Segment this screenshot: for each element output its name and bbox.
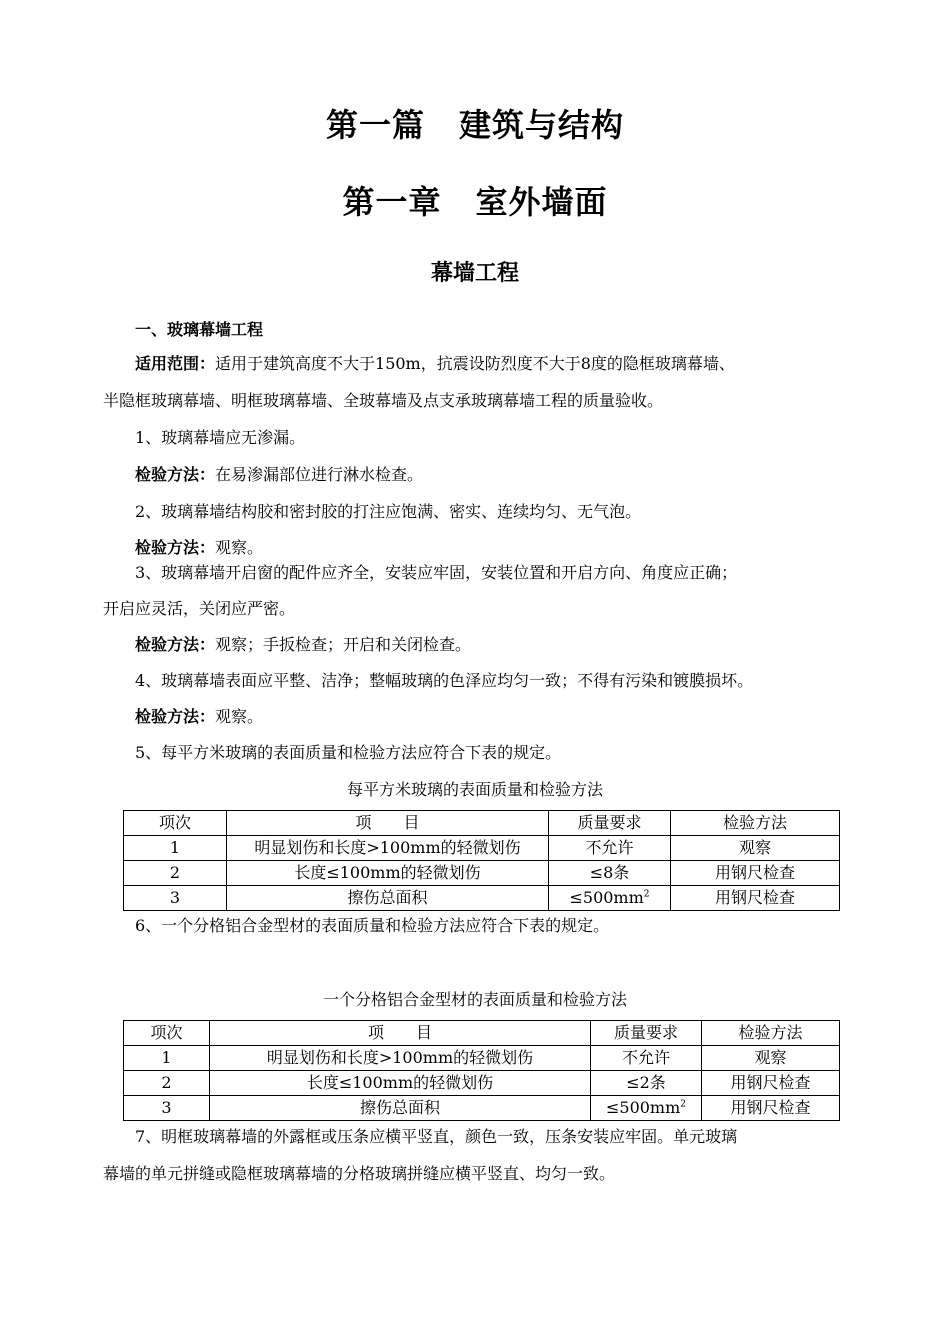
method-2-text: 观察。 bbox=[215, 538, 264, 557]
scope-line-2: 半隐框玻璃幕墙、明框玻璃幕墙、全玻幕墙及点支承玻璃幕墙工程的质量验收。 bbox=[103, 391, 664, 410]
table-cell: 用钢尺检查 bbox=[702, 1071, 840, 1096]
table-cell: 长度≤100mm的轻微划伤 bbox=[227, 861, 549, 886]
table-row bbox=[124, 1071, 840, 1096]
chapter-title bbox=[0, 177, 950, 223]
header-cell: 项 目 bbox=[210, 1021, 591, 1046]
table-2-caption: 一个分格铝合金型材的表面质量和检验方法 bbox=[322, 990, 627, 1009]
table-header-row bbox=[124, 1021, 840, 1046]
area-superscript: 2 bbox=[643, 889, 650, 900]
method-1-text: 在易渗漏部位进行淋水检查。 bbox=[215, 465, 424, 484]
item-4: 4、玻璃幕墙表面应平整、洁净；整幅玻璃的色泽应均匀一致；不得有污染和镀膜损坏。 bbox=[135, 671, 754, 690]
table-cell: 用钢尺检查 bbox=[671, 861, 840, 886]
area-value: ≤500mm bbox=[569, 888, 644, 907]
header-cell: 质量要求 bbox=[549, 811, 671, 836]
item-1: 1、玻璃幕墙应无渗漏。 bbox=[135, 428, 306, 447]
table-header-row bbox=[124, 811, 840, 836]
table-cell: 明显划伤和长度>100mm的轻微划伤 bbox=[210, 1046, 591, 1071]
item-3-line-1: 3、玻璃幕墙开启窗的配件应齐全，安装应牢固，安装位置和开启方向、角度应正确； bbox=[135, 563, 738, 582]
table-cell: ≤8条 bbox=[549, 861, 671, 886]
table-cell: 2 bbox=[124, 1071, 210, 1096]
area-value: ≤500mm bbox=[605, 1098, 681, 1117]
table-cell: 擦伤总面积 bbox=[210, 1096, 591, 1121]
chapter-name: 室外墙面 bbox=[475, 183, 608, 221]
header-cell: 质量要求 bbox=[591, 1021, 702, 1046]
table-row bbox=[124, 861, 840, 886]
table-cell: 明显划伤和长度>100mm的轻微划伤 bbox=[227, 836, 549, 861]
table-cell: 观察 bbox=[702, 1046, 840, 1071]
table-cell: 1 bbox=[124, 836, 227, 861]
table-cell: 3 bbox=[124, 1096, 210, 1121]
method-1 bbox=[103, 458, 905, 492]
header-cell: 项次 bbox=[124, 1021, 210, 1046]
table-cell: ≤2条 bbox=[591, 1071, 702, 1096]
method-3 bbox=[103, 628, 905, 662]
item-7-line-2: 幕墙的单元拼缝或隐框玻璃幕墙的分格玻璃拼缝应横平竖直、均匀一致。 bbox=[103, 1164, 616, 1183]
scope-label: 适用范围： bbox=[135, 354, 216, 373]
method-4 bbox=[103, 700, 905, 734]
table-cell bbox=[549, 886, 671, 911]
heading-glass-curtain-wall: 一、玻璃幕墙工程 bbox=[135, 320, 264, 339]
table-cell: 长度≤100mm的轻微划伤 bbox=[210, 1071, 591, 1096]
item-6: 6、一个分格铝合金型材的表面质量和检验方法应符合下表的规定。 bbox=[135, 916, 610, 935]
header-cell: 检验方法 bbox=[671, 811, 840, 836]
method-label: 检验方法： bbox=[135, 538, 216, 557]
table-row bbox=[124, 1046, 840, 1071]
table-cell: 用钢尺检查 bbox=[702, 1096, 840, 1121]
table-cell: 观察 bbox=[671, 836, 840, 861]
table-2 bbox=[123, 1020, 840, 1121]
table-cell bbox=[591, 1096, 702, 1121]
scope-text-1: 适用于建筑高度不大于150m，抗震设防烈度不大于8度的隐框玻璃幕墙、 bbox=[215, 354, 735, 373]
table-cell: 1 bbox=[124, 1046, 210, 1071]
item-2: 2、玻璃幕墙结构胶和密封胶的打注应饱满、密实、连续均匀、无气泡。 bbox=[135, 502, 642, 521]
table-cell: 不允许 bbox=[549, 836, 671, 861]
item-5: 5、每平方米玻璃的表面质量和检验方法应符合下表的规定。 bbox=[135, 743, 562, 762]
chapter-number: 第一章 bbox=[342, 183, 442, 221]
header-cell: 项 目 bbox=[227, 811, 549, 836]
table-cell: 擦伤总面积 bbox=[227, 886, 549, 911]
table-cell: 3 bbox=[124, 886, 227, 911]
table-cell: 用钢尺检查 bbox=[671, 886, 840, 911]
header-cell: 检验方法 bbox=[702, 1021, 840, 1046]
method-label: 检验方法： bbox=[135, 635, 216, 654]
method-label: 检验方法： bbox=[135, 707, 216, 726]
table-1 bbox=[123, 810, 840, 911]
scope-line-1 bbox=[103, 347, 905, 381]
part-name: 建筑与结构 bbox=[459, 106, 625, 144]
header-cell: 项次 bbox=[124, 811, 227, 836]
area-superscript: 2 bbox=[680, 1099, 687, 1110]
part-number: 第一篇 bbox=[325, 106, 425, 144]
item-7-line-1: 7、明框玻璃幕墙的外露框或压条应横平竖直，颜色一致，压条安装应牢固。单元玻璃 bbox=[135, 1127, 738, 1146]
table-row bbox=[124, 836, 840, 861]
method-3-text: 观察；手扳检查；开启和关闭检查。 bbox=[215, 635, 472, 654]
part-title bbox=[0, 100, 950, 146]
method-label: 检验方法： bbox=[135, 465, 216, 484]
method-4-text: 观察。 bbox=[215, 707, 264, 726]
table-cell: 2 bbox=[124, 861, 227, 886]
item-3-line-2: 开启应灵活，关闭应严密。 bbox=[103, 599, 296, 618]
table-cell: 不允许 bbox=[591, 1046, 702, 1071]
table-1-caption: 每平方米玻璃的表面质量和检验方法 bbox=[346, 780, 603, 799]
table-row bbox=[124, 1096, 840, 1121]
section-title: 幕墙工程 bbox=[430, 261, 519, 286]
table-row bbox=[124, 886, 840, 911]
